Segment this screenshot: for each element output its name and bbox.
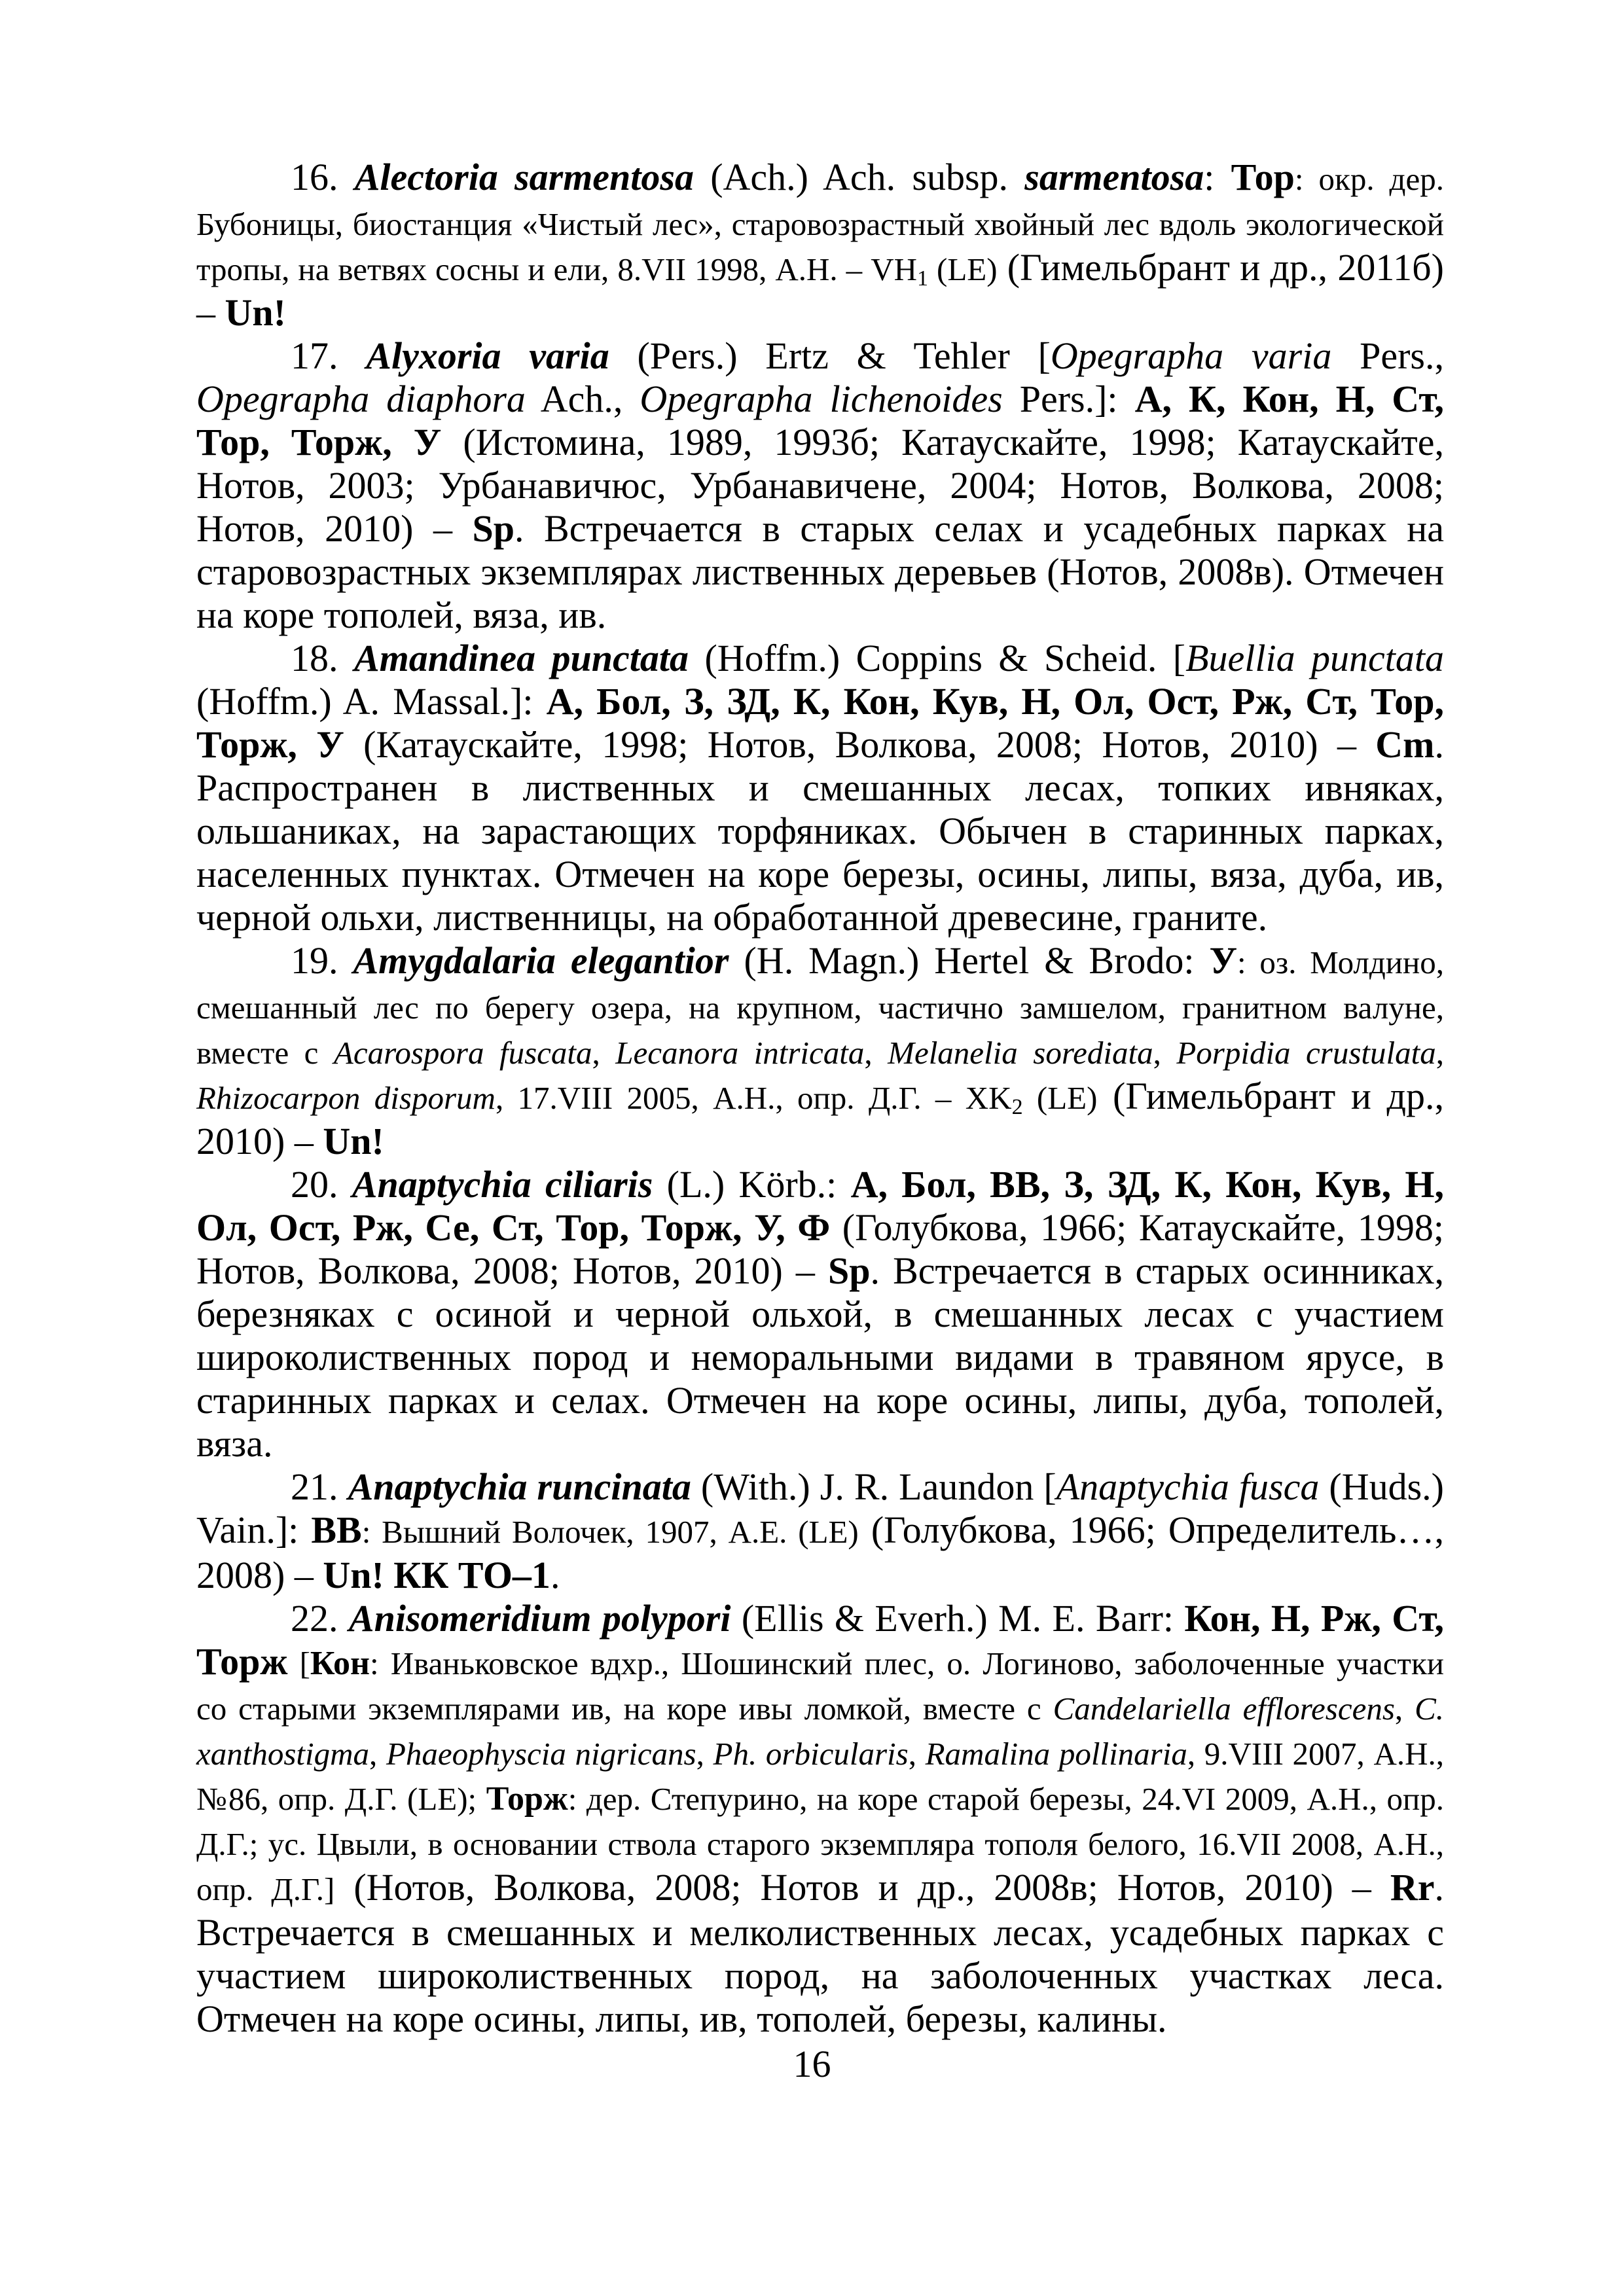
text-run: (Гимельбрант и др., 2010) – [196,1075,1444,1162]
bold-text: Un! [323,1120,384,1162]
species-name-small: Acarospora fuscata [333,1035,592,1071]
text-run: (Нотов, Волкова, 2008; Нотов и др., 2008в; Нотов, 2010) – [334,1866,1390,1909]
subscript: 2 [1011,1095,1023,1119]
specimen-text: , [1153,1035,1177,1071]
text-run: Ach., [525,378,640,420]
bold-text: Cm [1375,723,1435,766]
specimen-text: , [696,1736,713,1772]
locality-code: Торж [486,1780,568,1818]
italic-text: Opegrapha diaphora [196,378,526,420]
text-run: 20. [291,1163,352,1206]
bold-text: Sp [472,507,514,550]
bold-text: Тор [1231,156,1295,198]
text-run: (L.) Körb.: [653,1163,851,1206]
specimen-text: , [908,1736,926,1772]
species-name-small: Phaeophyscia nigricans [386,1736,696,1772]
species-name: Alyxoria varia [366,334,609,377]
italic-text: Anaptychia fusca [1056,1465,1320,1508]
species-entry [196,156,1444,334]
specimen-text: (LE) [1022,1080,1098,1116]
text-run: 17. [291,334,367,377]
bold-text: А, Бол, ВВ, З, ЗД, К, Кон, Кув, Н, Ол, Ост, Рж, Се, Ст, Тор, Торж, У, Ф [196,1163,1445,1249]
text-run: . Встречается в старых селах и усадебных парках на старовозрастных экземплярах лиственных деревьев (Нотов, 2008в). Отмечен на коре тополей, вяза, ив. [196,507,1444,636]
species-name: Amygdalaria elegantior [353,939,729,982]
specimen-text: , [1435,1035,1445,1071]
species-entry [196,1597,1444,2041]
text-run: (Гимельбрант и др., 2011б) – [196,246,1444,334]
species-name-small: Ph. orbicularis [713,1736,909,1772]
text-run: (Голубкова, 1966; Определитель…, 2008) – [196,1509,1444,1596]
species-name-small: Lecanora intricata [615,1035,865,1071]
bold-text: ВВ [311,1509,362,1551]
text-run: : [1204,156,1231,198]
specimen-text: , 9.VIII 2007, А.Н., №86, опр. Д.Г. (LE); [196,1736,1444,1817]
text-run: 19. [291,939,353,982]
specimen-text: : дер. Степурино, на коре старой березы, 24.VI 2009, А.Н., опр. Д.Г.; ус. Цвыли, в основании ствола старого экземпляра тополя белого, 16.VII 2008, А.Н., опр. Д.Г.] [196,1781,1444,1907]
text-run: Pers., [1331,334,1444,377]
species-entry [196,939,1444,1163]
specimen-text: (LE) [928,251,998,287]
species-name-small: C. xanthostigma [196,1691,1444,1772]
document-body [196,156,1444,2041]
text-run: (With.) J. R. Laundon [ [691,1465,1056,1508]
text-run: 21. [291,1465,348,1508]
specimen-text: , [592,1035,616,1071]
species-entry [196,334,1444,637]
bold-text: Кон, Н, Рж, Ст, Торж [196,1597,1445,1683]
italic-text: Opegrapha lichenoides [640,378,1003,420]
specimen-text: , [1394,1691,1415,1727]
species-name-small: Candelariella efflorescens [1053,1691,1395,1727]
page-number: 16 [793,2043,831,2085]
species-name: Anaptychia ciliaris [352,1163,653,1206]
text-run: (Hoffm.) Coppins & Scheid. [ [689,637,1186,679]
italic-text: Opegrapha varia [1050,334,1332,377]
text-run: . [550,1554,560,1596]
locality-code: Кон [310,1645,370,1682]
species-name: Amandinea punctata [353,637,689,679]
species-name: Anisomeridium polypori [348,1597,731,1640]
text-run: 22. [291,1597,349,1640]
specimen-text: : окр. дер. Бубоницы, биостанция «Чистый лес», старовозрастный хвойный лес вдоль экологической тропы, на ветвях сосны и ели, 8.VII 1998, А.Н. – VH [196,161,1444,287]
bold-text: А, Бол, З, ЗД, К, Кон, Кув, Н, Ол, Ост, Рж, Ст, Тор, Торж, У [196,680,1445,766]
species-name-small: Ramalina pollinaria [925,1736,1187,1772]
text-run: . Распространен в лиственных и смешанных лесах, топких ивняках, ольшаниках, на зарастающих торфяниках. Обычен в старинных парках, населенных пунктах. Отмечен на коре березы, осины, липы, вяза, дуба, ив, черной ольхи, лиственницы, на обработанной древесине, граните. [196,723,1444,939]
text-run: (Hoffm.) A. Massal.]: [196,680,547,723]
specimen-text: , [864,1035,888,1071]
species-name-small: Melanelia sorediata [888,1035,1153,1071]
italic-text: Buellia punctata [1185,637,1444,679]
species-name: Alectoria sarmentosa [354,156,694,198]
specimen-text: : оз. Молдино, смешанный лес по берегу озера, на крупном, частично замшелом, гранитном валуне, вместе с [196,944,1445,1071]
specimen-text: , [369,1736,386,1772]
text-run: Pers.]: [1002,378,1135,420]
bold-text: Un! [225,291,286,334]
bold-text: А, К, Кон, Н, Ст, Тор, Торж, У [196,378,1444,463]
text-run: (Ellis & Everh.) M. E. Barr: [731,1597,1185,1640]
species-name-small: Rhizocarpon disporum [196,1080,496,1116]
species-name: Anaptychia runcinata [348,1465,691,1508]
text-run: (Катаускайте, 1998; Нотов, Волкова, 2008; Нотов, 2010) – [344,723,1376,766]
bold-text: Rr [1390,1866,1435,1909]
text-run: . Встречается в смешанных и мелколиственных лесах, усадебных парках с участием широколиственных пород, на заболоченных участках леса. Отмечен на коре осины, липы, ив, тополей, березы, калины. [196,1866,1444,2040]
species-entry [196,1163,1444,1465]
bold-text: Sp [828,1249,871,1292]
text-run: 18. [291,637,354,679]
specimen-text: : Вышний Волочек, 1907, А.Е. (LE) [361,1514,859,1550]
bold-text: У [1209,939,1238,982]
specimen-text: [ [287,1645,310,1681]
specimen-text: : Иваньковское вдхр., Шошинский плес, о. Логиново, заболоченные участки со старыми экземплярами ив, на коре ивы ломкой, вместе с [196,1645,1444,1727]
species-name-small: Porpidia crustulata [1176,1035,1436,1071]
text-run: (Pers.) Ertz & Tehler [ [609,334,1051,377]
text-run: . Встречается в старых осинниках, березняках с осиной и черной ольхой, в смешанных лесах с участием широколиственных пород и неморальными видами в травяном ярусе, в старинных парках и селах. Отмечен на коре осины, липы, дуба, тополей, вяза. [196,1249,1444,1465]
specimen-text: , 17.VIII 2005, А.Н., опр. Д.Г. – XK [495,1080,1012,1116]
text-run: (H. Magn.) Hertel & Brodo: [729,939,1210,982]
text-run: 16. [291,156,355,198]
species-entry [196,1465,1444,1597]
text-run: (Huds.) Vain.]: [196,1465,1444,1551]
species-name: sarmentosa [1024,156,1204,198]
species-entry [196,637,1444,939]
text-run: (Голубкова, 1966; Катаускайте, 1998; Нотов, Волкова, 2008; Нотов, 2010) – [196,1206,1444,1292]
text-run: (Истомина, 1989, 1993б; Катаускайте, 1998; Катаускайте, Нотов, 2003; Урбанавичюс, Урбанавичене, 2004; Нотов, Волкова, 2008; Нотов, 2010) – [196,421,1445,550]
bold-text: Un! КК ТО–1 [323,1554,550,1596]
subscript: 1 [916,266,928,291]
text-run: (Ach.) Ach. subsp. [694,156,1025,198]
